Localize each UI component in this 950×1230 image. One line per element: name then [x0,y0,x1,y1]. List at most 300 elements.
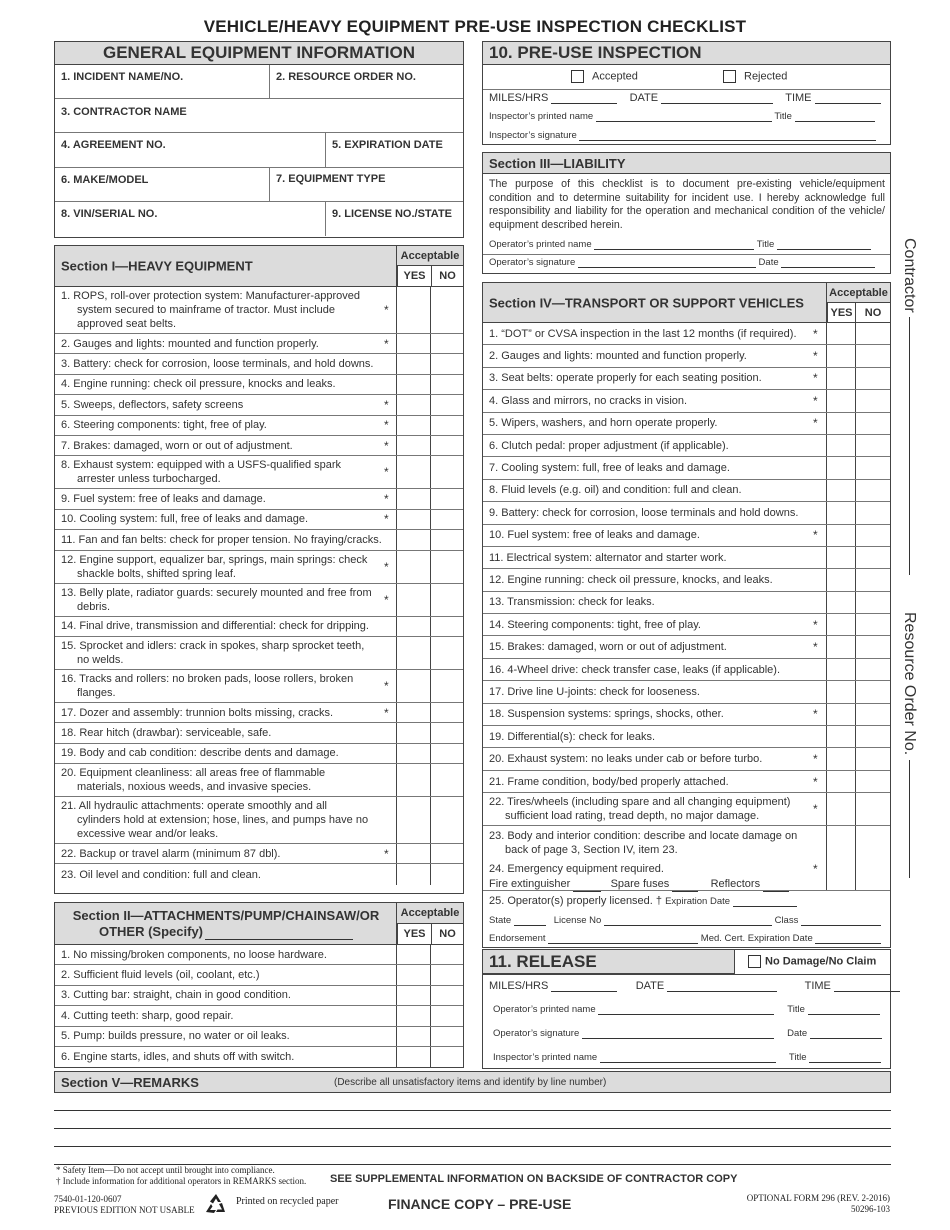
no-cell[interactable] [430,584,463,616]
yes-cell[interactable] [826,793,827,825]
no-cell[interactable] [430,456,463,488]
spare-fuses-label: Spare fuses [610,878,670,891]
yes-cell[interactable] [826,681,827,702]
inspector-signature-field[interactable] [579,131,876,141]
transport-item-15 [483,636,890,658]
heavy-equipment-item-label-cont: approved seat belts. [77,318,177,330]
incident-name-label: 1. INCIDENT NAME/NO. [61,71,184,83]
release-miles-field[interactable] [551,982,617,992]
heavy-equipment-item-12 [55,551,463,584]
yes-cell[interactable] [396,723,397,742]
heavy-equipment-item-label-cont: no welds. [77,653,124,666]
no-cell[interactable] [855,390,890,411]
yes-cell[interactable] [826,390,827,411]
recycle-icon [203,1192,229,1221]
no-cell[interactable] [855,457,890,478]
equipment-type-field[interactable] [269,168,463,201]
heavy-equipment-item-15 [55,637,463,670]
attachment-item-5 [55,1027,463,1047]
attachment-item-label: 1. No missing/broken components, no loose hardware. [61,948,327,961]
yes-cell[interactable] [396,530,397,549]
yes-cell[interactable] [396,670,397,702]
operator-printed-name-field[interactable] [594,240,754,250]
section-remarks [54,1071,891,1093]
heavy-equipment-item-14 [55,617,463,637]
heavy-equipment-item-label: 14. Final drive, transmission and differential: check for dripping. [61,620,369,633]
release-title2-field[interactable] [809,1053,881,1063]
transport-item-10 [483,525,890,547]
no-cell[interactable] [430,1027,463,1046]
no-cell[interactable] [855,748,890,769]
transport-item-19 [483,726,890,748]
no-cell[interactable] [430,375,463,394]
heavy-equipment-item-label: 9. Fuel system: free of leaks and damage. [61,493,266,506]
release-operator-name-field[interactable] [598,1005,774,1015]
attachment-item-label: 5. Pump: builds pressure, no water or oil leaks. [61,1030,290,1043]
no-cell[interactable] [855,323,890,344]
safety-item-marker: * [813,640,818,655]
transport-item-23 [483,826,890,859]
safety-item-marker: * [813,326,818,341]
no-label-3: NO [855,303,890,323]
yes-cell[interactable] [396,395,397,414]
yes-cell[interactable] [826,614,827,635]
no-cell[interactable] [855,480,890,501]
safety-item-marker: * [813,617,818,632]
release-date-field[interactable] [667,982,777,992]
no-cell[interactable] [430,436,463,455]
heavy-equipment-item-label-cont: excessive wear and/or leaks. [77,828,219,841]
transport-item-label: 21. Frame condition, body/bed properly attached. [489,775,729,788]
inspector-printed-name-field[interactable] [596,112,772,122]
footer-dagger-note: † Include information for additional operators in REMARKS section. [56,1176,307,1186]
attachment-item-label: 2. Sufficient fluid levels (oil, coolant, etc.) [61,969,260,982]
heavy-equipment-item-9 [55,489,463,509]
specify-field[interactable] [205,930,353,940]
release-date-label: DATE [635,980,665,992]
yes-cell[interactable] [396,844,397,863]
footer-copy-type: FINANCE COPY – PRE-USE [388,1196,572,1212]
no-cell[interactable] [855,345,890,366]
transport-item-2 [483,345,890,367]
operator-date-field[interactable] [781,258,875,268]
yes-cell[interactable] [826,636,827,657]
no-cell[interactable] [430,1047,463,1067]
yes-cell[interactable] [826,748,827,769]
release-operator-sig-label: Operator’s signature [493,1028,580,1039]
transport-item-label: 13. Transmission: check for leaks. [489,596,655,609]
license-state-field[interactable] [325,202,463,236]
no-cell[interactable] [855,435,890,456]
contractor-name-field[interactable] [55,99,463,133]
heavy-equipment-item-4 [55,375,463,395]
no-cell[interactable] [430,703,463,722]
license-no-field[interactable] [604,916,772,926]
vin-serial-label: 8. VIN/SERIAL NO. [61,208,158,220]
release-miles-label: MILES/HRS [489,980,549,992]
safety-item-marker: * [813,528,818,543]
no-cell[interactable] [430,354,463,373]
operator-title-field[interactable] [777,240,871,250]
footer-form-name: OPTIONAL FORM 296 (REV. 2-2016) [746,1193,890,1203]
yes-cell[interactable] [396,986,397,1005]
rejected-label: Rejected [744,70,788,83]
footer-previous-edition: PREVIOUS EDITION NOT USABLE [54,1205,195,1215]
section-attachments-title: Section II—ATTACHMENTS/PUMP/CHAINSAW/OR [72,908,380,923]
no-cell[interactable] [430,395,463,414]
license-no-label: License No [553,915,602,927]
attachment-item-label: 6. Engine starts, idles, and shuts off with switch. [61,1051,295,1064]
license-state-label: 9. LICENSE NO./STATE [332,208,452,220]
side-resource-order [900,612,918,878]
no-cell[interactable] [430,744,463,763]
yes-cell[interactable] [396,965,397,984]
heavy-equipment-item-label: 20. Equipment cleanliness: all areas free of flammable [61,767,326,780]
no-cell[interactable] [430,723,463,742]
no-cell[interactable] [430,334,463,353]
transport-item-label: 4. Glass and mirrors, no cracks in vision. [489,394,688,407]
no-cell[interactable] [430,510,463,529]
heavy-equipment-item-6 [55,416,463,436]
safety-item-marker: * [384,678,389,693]
transport-item-label: 23. Body and interior condition: describe and locate damage on [489,829,798,842]
heavy-equipment-item-10 [55,510,463,530]
yes-cell[interactable] [826,368,827,389]
yes-cell[interactable] [396,551,397,583]
license-expiration-label: Expiration Date [665,896,731,908]
transport-item-label: 7. Cooling system: full, free of leaks and damage. [489,462,730,475]
section-transport-header [483,283,890,323]
section-heavy-equipment-header [55,246,463,287]
no-cell[interactable] [855,636,890,657]
no-cell[interactable] [430,844,463,863]
transport-item-1 [483,323,890,345]
no-cell[interactable] [855,704,890,725]
no-cell[interactable] [855,614,890,635]
emergency-equipment-label: 24. Emergency equipment required. [489,863,664,876]
heavy-equipment-item-5 [55,395,463,415]
no-cell[interactable] [855,826,890,859]
release-title-field[interactable] [808,1005,880,1015]
release-date2-label: Date [787,1028,808,1039]
yes-cell[interactable] [396,510,397,529]
yes-cell[interactable] [826,502,827,523]
transport-item-label: 18. Suspension systems: springs, shocks, other. [489,708,724,721]
acceptable-label: Acceptable [397,246,463,266]
safety-item-marker: * [384,592,389,607]
safety-item-marker: * [813,862,818,877]
contractor-name-label: 3. CONTRACTOR NAME [61,106,187,118]
heavy-equipment-item-label-cont: cylinders hold at extension; hose, lines, and pumps have no [77,814,369,827]
licensed-label: 25. Operator(s) properly licensed. † [489,895,663,908]
transport-items [483,323,890,859]
no-cell[interactable] [855,726,890,747]
heavy-equipment-item-label: 22. Backup or travel alarm (minimum 87 dbl). [61,847,281,860]
attachment-item-2 [55,965,463,985]
transport-item-21 [483,771,890,793]
yes-cell[interactable] [396,456,397,488]
yes-cell[interactable] [396,1027,397,1046]
inspector-title-field[interactable] [795,112,875,122]
yes-cell[interactable] [396,416,397,435]
side-contractor-field[interactable] [909,317,910,575]
yes-cell[interactable] [396,637,397,669]
heavy-equipment-item-3 [55,354,463,374]
safety-item-marker: * [384,336,389,351]
transport-item-7 [483,457,890,479]
yes-cell[interactable] [396,436,397,455]
transport-item-16 [483,659,890,681]
state-label: State [489,915,512,927]
transport-item-label-cont: back of page 3, Section IV, item 23. [505,843,678,856]
miles-hrs-field[interactable] [551,94,617,104]
no-cell[interactable] [855,793,890,825]
date-field[interactable] [661,94,773,104]
yes-cell[interactable] [826,547,827,568]
accepted-checkbox[interactable] [571,70,584,83]
heavy-equipment-item-label-cont: debris. [77,600,111,613]
yes-cell[interactable] [826,345,827,366]
time-field[interactable] [815,94,881,104]
heavy-equipment-items [55,287,463,885]
yes-cell[interactable] [826,659,827,680]
yes-cell[interactable] [826,826,827,859]
state-field[interactable] [514,916,546,926]
no-cell[interactable] [855,681,890,702]
section-attachments-subtitle: OTHER (Specify) [98,924,203,939]
yes-cell[interactable] [396,797,397,843]
attachment-item-1 [55,945,463,965]
yes-cell[interactable] [396,744,397,763]
transport-item-label: 6. Clutch pedal: proper adjustment (if applicable). [489,439,729,452]
liability-heading: Section III—LIABILITY [483,153,890,174]
heavy-equipment-item-18 [55,723,463,743]
side-resource-field[interactable] [909,760,910,878]
release-operator-sig-field[interactable] [582,1029,774,1039]
general-info-heading: GENERAL EQUIPMENT INFORMATION [55,42,463,65]
general-row-5 [55,202,463,236]
yes-cell[interactable] [396,703,397,722]
remarks-line-2[interactable] [54,1128,891,1129]
resource-order-field[interactable] [269,65,463,98]
no-cell[interactable] [430,986,463,1005]
transport-item-3 [483,368,890,390]
section-transport-vehicles [482,282,891,948]
fire-extinguisher-label: Fire extinguisher [489,878,571,891]
heavy-equipment-item-2 [55,334,463,354]
release-title-label: Title [787,1004,805,1015]
release-operator-name-label: Operator’s printed name [493,1004,596,1015]
safety-item-marker: * [813,752,818,767]
footer-recycled: Printed on recycled paper [236,1196,339,1207]
acceptable-label-3: Acceptable [827,283,890,303]
no-label-2: NO [431,924,463,945]
transport-item-label: 10. Fuel system: free of leaks and damage. [489,529,700,542]
yes-cell[interactable] [396,617,397,636]
transport-item-label: 2. Gauges and lights: mounted and function properly. [489,350,747,363]
no-cell[interactable] [430,617,463,636]
yes-cell[interactable] [396,584,397,616]
yes-label: YES [397,266,431,286]
no-cell[interactable] [855,413,890,434]
release-inspector-name-label: Inspector’s printed name [493,1052,598,1063]
release-time-field[interactable] [834,982,900,992]
heavy-equipment-item-label: 21. All hydraulic attachments: operate smoothly and all [61,800,327,813]
no-cell[interactable] [855,502,890,523]
transport-item-label: 9. Battery: check for corrosion, loose terminals and hold downs. [489,506,799,519]
yes-cell[interactable] [396,334,397,353]
yes-cell[interactable] [826,457,827,478]
release-time-label: TIME [804,980,831,992]
no-cell[interactable] [855,569,890,590]
no-cell[interactable] [430,1006,463,1025]
operator-printed-name-label: Operator’s printed name [489,239,592,250]
resource-order-label: 2. RESOURCE ORDER NO. [276,71,416,83]
operator-signature-label: Operator’s signature [489,257,576,268]
release-date2-field[interactable] [810,1029,882,1039]
transport-item-label: 12. Engine running: check oil pressure, knocks, and leaks. [489,573,773,586]
yes-cell[interactable] [396,489,397,508]
section-pre-use-inspection [482,41,891,145]
no-cell[interactable] [430,637,463,669]
remarks-line-1[interactable] [54,1110,891,1111]
heavy-equipment-item-label: 16. Tracks and rollers: no broken pads, loose rollers, broken [61,672,354,685]
inspector-printed-name-label: Inspector’s printed name [489,111,594,122]
yes-cell[interactable] [396,1047,397,1067]
class-field[interactable] [801,916,881,926]
expiration-date-label: 5. EXPIRATION DATE [332,139,443,151]
form-title: VEHICLE/HEAVY EQUIPMENT PRE-USE INSPECTION CHECKLIST [203,17,747,36]
operator-signature-field[interactable] [578,258,756,268]
safety-item-marker: * [384,705,389,720]
remarks-line-3[interactable] [54,1146,891,1147]
yes-cell[interactable] [396,1006,397,1025]
heavy-equipment-item-label-cont: arrester unless turbocharged. [77,473,221,486]
heavy-equipment-item-19 [55,744,463,764]
heavy-equipment-item-label: 13. Belly plate, radiator guards: securely mounted and free from [61,586,372,599]
operator-date-label: Date [758,257,779,268]
heavy-equipment-item-20 [55,764,463,797]
miles-hrs-label: MILES/HRS [489,92,549,104]
heavy-equipment-item-label: 4. Engine running: check oil pressure, knocks and leaks. [61,378,336,391]
heavy-equipment-item-label: 23. Oil level and condition: full and clean. [61,868,261,881]
yes-cell[interactable] [826,323,827,344]
yes-cell[interactable] [396,375,397,394]
no-cell[interactable] [855,525,890,546]
heavy-equipment-item-8 [55,456,463,489]
no-cell[interactable] [430,797,463,843]
no-damage-checkbox[interactable] [748,955,761,968]
license-expiration-field[interactable] [733,897,797,907]
no-cell[interactable] [430,864,463,884]
heavy-equipment-item-label: 8. Exhaust system: equipped with a USFS-qualified spark [61,459,342,472]
footer-form-number: 50296-103 [851,1204,890,1214]
yes-label-3: YES [827,303,855,323]
no-cell[interactable] [855,592,890,613]
no-cell[interactable] [855,547,890,568]
yes-cell[interactable] [826,480,827,501]
no-cell[interactable] [855,859,890,890]
attachment-item-3 [55,986,463,1006]
no-cell[interactable] [855,368,890,389]
transport-item-label: 15. Brakes: damaged, worn or out of adjustment. [489,641,727,654]
reflectors-label: Reflectors [710,878,761,891]
no-cell[interactable] [430,670,463,702]
no-cell[interactable] [855,659,890,680]
class-label: Class [774,915,799,927]
side-contractor [900,238,918,575]
no-cell[interactable] [430,945,463,964]
section-attachments [54,902,464,1068]
heavy-equipment-item-label: 1. ROPS, roll-over protection system: Manufacturer-approved [61,290,360,302]
yes-cell[interactable] [396,287,397,333]
endorsement-field[interactable] [548,934,698,944]
rejected-checkbox[interactable] [723,70,736,83]
yes-cell[interactable] [396,945,397,964]
no-cell[interactable] [430,489,463,508]
heavy-equipment-item-label-cont: flanges. [77,686,116,699]
transport-item-label: 14. Steering components: tight, free of play. [489,618,701,631]
no-cell[interactable] [855,771,890,792]
no-cell[interactable] [430,551,463,583]
yes-cell[interactable] [826,525,827,546]
yes-cell[interactable] [396,354,397,373]
yes-cell[interactable] [396,864,397,884]
med-cert-field[interactable] [815,934,881,944]
footer-safety-note: * Safety Item—Do not accept until brought into compliance. [56,1165,275,1175]
yes-cell[interactable] [826,859,827,890]
yes-cell[interactable] [826,704,827,725]
heavy-equipment-item-label-cont: materials, noxious weeds, and invasive species. [77,781,312,794]
remarks-note: (Describe all unsatisfactory items and identify by line number) [334,1077,607,1088]
safety-item-marker: * [384,846,389,861]
yes-cell[interactable] [396,764,397,796]
transport-item-label: 11. Electrical system: alternator and starter work. [489,551,727,564]
liability-text: The purpose of this checklist is to document pre-existing vehicle/equipment condition and to determine suitability for incident use. I hereby acknowledge full responsibility and liability for the operation and mechanical condition of the vehicle/ equipment described herein. [489,178,885,231]
expiration-date-field[interactable] [325,133,463,167]
no-cell[interactable] [430,530,463,549]
accepted-label: Accepted [592,70,638,83]
transport-item-label: 19. Differential(s): check for leaks. [489,730,656,743]
yes-cell[interactable] [826,592,827,613]
equipment-type-label: 7. EQUIPMENT TYPE [276,173,386,185]
make-model-label: 6. MAKE/MODEL [61,174,149,186]
heavy-equipment-item-16 [55,670,463,703]
no-cell[interactable] [430,764,463,796]
yes-cell[interactable] [826,435,827,456]
no-cell[interactable] [430,965,463,984]
heavy-equipment-item-label: 11. Fan and fan belts: check for proper tension. No fraying/cracks. [61,533,382,546]
release-inspector-name-field[interactable] [600,1053,776,1063]
safety-item-marker: * [813,371,818,386]
safety-item-marker: * [813,416,818,431]
yes-cell[interactable] [826,771,827,792]
transport-item-label: 17. Drive line U-joints: check for looseness. [489,685,700,698]
no-cell[interactable] [430,287,463,333]
yes-cell[interactable] [826,726,827,747]
heavy-equipment-item-1 [55,287,463,334]
transport-item-6 [483,435,890,457]
heavy-equipment-item-23 [55,864,463,884]
no-label: NO [431,266,463,286]
heavy-equipment-item-label: 7. Brakes: damaged, worn or out of adjustment. [61,439,293,452]
yes-cell[interactable] [826,569,827,590]
transport-item-label: 20. Exhaust system: no leaks under cab or before turbo. [489,753,763,766]
general-row-1 [55,65,463,99]
yes-cell[interactable] [826,413,827,434]
no-cell[interactable] [430,416,463,435]
safety-item-marker: * [384,438,389,453]
